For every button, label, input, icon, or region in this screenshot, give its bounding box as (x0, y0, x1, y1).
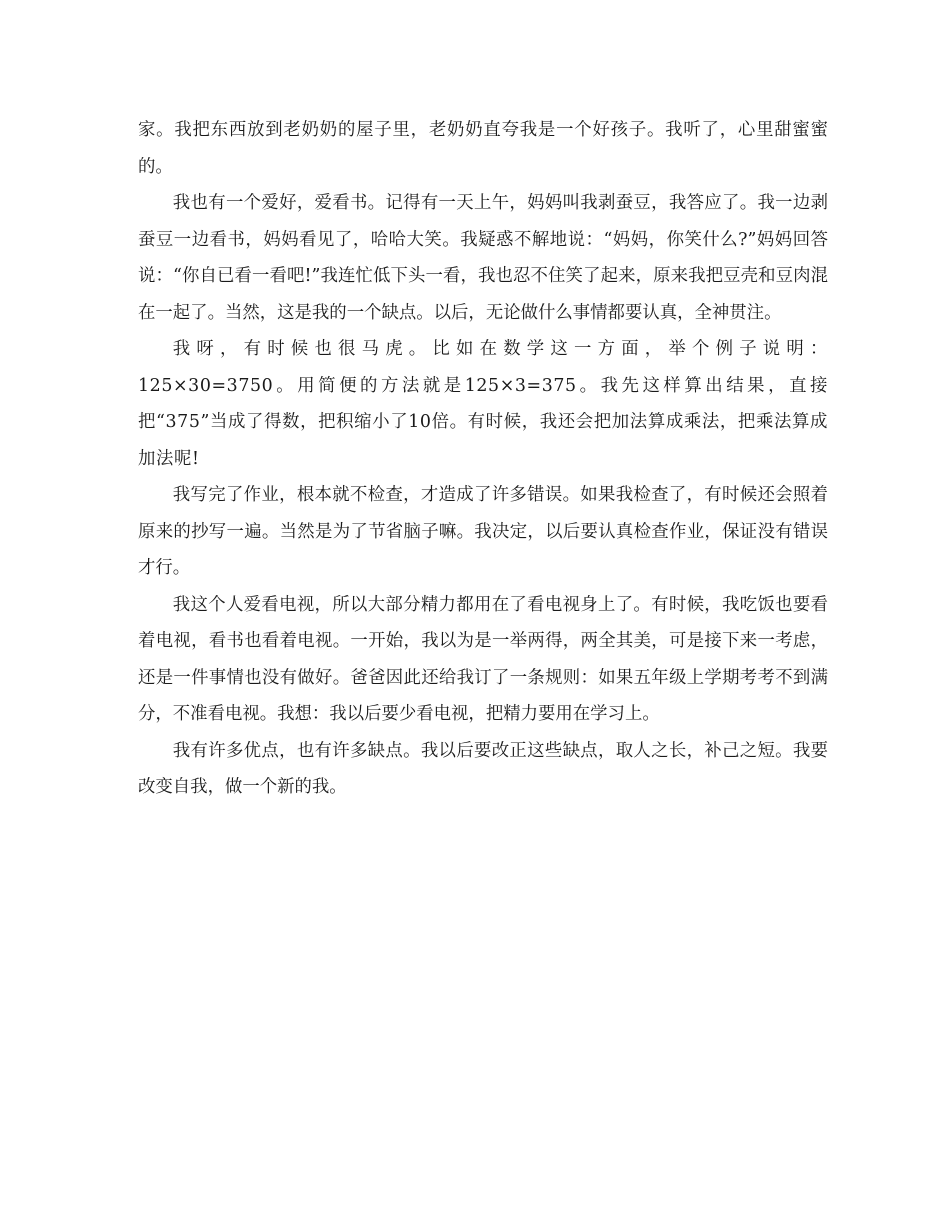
paragraph-5: 我这个人爱看电视，所以大部分精力都用在了看电视身上了。有时候，我吃饭也要看着电视，看书也看着电视。一开始，我以为是一举两得，两全其美，可是接下来一考虑，还是一件事情也没有做好。爸爸因此还给我订了一条规则：如果五年级上学期考考不到满分，不准看电视。我想：我以后要少看电视，把精力要用在学习上。 (138, 594, 828, 724)
paragraph-4: 我写完了作业，根本就不检查，才造成了许多错误。如果我检查了，有时候还会照着原来的抄写一遍。当然是为了节省脑子嘛。我决定，以后要认真检查作业，保证没有错误才行。 (138, 485, 828, 578)
paragraph-6: 我有许多优点，也有许多缺点。我以后要改正这些缺点，取人之长，补己之短。我要改变自我，做一个新的我。 (138, 740, 828, 797)
paragraph-2: 我也有一个爱好，爱看书。记得有一天上午，妈妈叫我剥蚕豆，我答应了。我一边剥蚕豆一边看书，妈妈看见了，哈哈大笑。我疑惑不解地说：“妈妈，你笑什么?”妈妈回答说：“你自已看一看吧!”我连忙低下头一看，我也忍不住笑了起来，原来我把豆壳和豆肉混在一起了。当然，这是我的一个缺点。以后，无论做什么事情都要认真，全神贯注。 (138, 193, 828, 323)
essay-body (138, 112, 828, 806)
paragraph-1: 家。我把东西放到老奶奶的屋子里，老奶奶直夸我是一个好孩子。我听了，心里甜蜜蜜的。 (138, 120, 828, 177)
paragraph-3: 我呀，有时候也很马虎。比如在数学这一方面，举个例子说明：125×30=3750。用简便的方法就是125×3=375。我先这样算出结果，直接把“375”当成了得数，把积缩小了10倍。有时候，我还会把加法算成乘法，把乘法算成加法呢! (138, 339, 828, 469)
